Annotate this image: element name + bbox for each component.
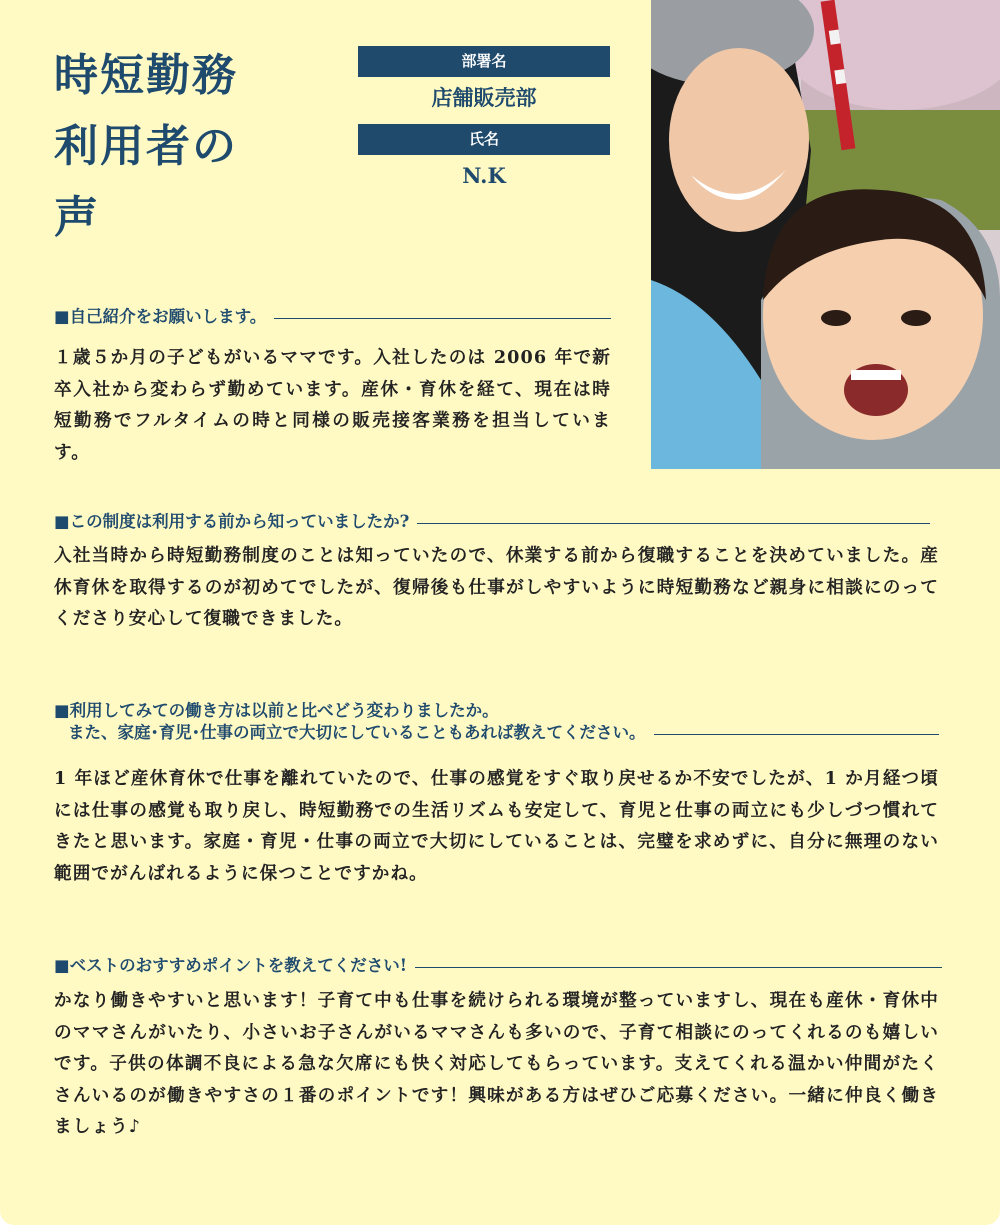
department-label: 部署名 [358,46,610,77]
question-2: ■この制度は利用する前から知っていましたか? [54,511,930,533]
answer-2: 入社当時から時短勤務制度のことは知っていたので、休業する前から復職することを決めていました。産休育休を取得するのが初めてでしたが、復帰後も仕事がしやすいように時短勤務など親身に相談にのってくださり安心して復職できました。 [54,545,939,629]
mother-and-child-photo [651,0,1000,469]
title-line-2: 利用者の [54,121,238,172]
answer-1: １歳５か月の子どもがいるママです。入社したのは 2006 年で新卒入社から変わらず勤めています。産休・育休を経て、現在は時短勤務でフルタイムの時と同様の販売接客業務を担当しています。 [54,347,611,463]
question-1: ■自己紹介をお願いします。 [54,306,611,328]
question-rule [415,967,942,968]
question-rule [654,734,940,735]
title-line-1: 時短勤務 [54,50,238,101]
page-title [54,40,294,253]
question-rule [417,523,930,524]
title-line-3: 声 [54,192,100,243]
department-value: 店舗販売部 [431,85,537,110]
question-3: ■利用してみての働き方は以前と比べどう変わりましたか。 また、家庭･育児･仕事の両立で大切にしていることもあれば教えてください。 [54,700,939,744]
question-4: ■ベストのおすすめポイントを教えてください! [54,955,942,977]
name-label: 氏名 [358,124,610,155]
name-value: N.K [462,163,506,188]
answer-3: 1 年ほど産休育休で仕事を離れていたので、仕事の感覚をすぐ取り戻せるか不安でしたが、1 か月経つ頃には仕事の感覚も取り戻し、時短勤務での生活リズムも安定して、育児と仕事の両立にも少しづつ慣れてきたと思います。家庭・育児・仕事の両立で大切にしていることは、完璧を求めずに、自分に無理のない範囲でがんばれるように保つことですかね。 [54,768,939,884]
answer-4: かなり働きやすいと思います！子育て中も仕事を続けられる環境が整っていますし、現在も産休・育休中のママさんがいたり、小さいお子さんがいるママさんも多いので、子育て相談にのってくれるのも嬉しいです。子供の体調不良による急な欠席にも快く対応してもらっています。支えてくれる温かい仲間がたくさんいるのが働きやすさの１番のポイントです！興味がある方はぜひご応募ください。一緒に仲良く働きましょう♪ [54,990,939,1137]
question-rule [274,318,611,319]
profile-info [358,46,610,202]
